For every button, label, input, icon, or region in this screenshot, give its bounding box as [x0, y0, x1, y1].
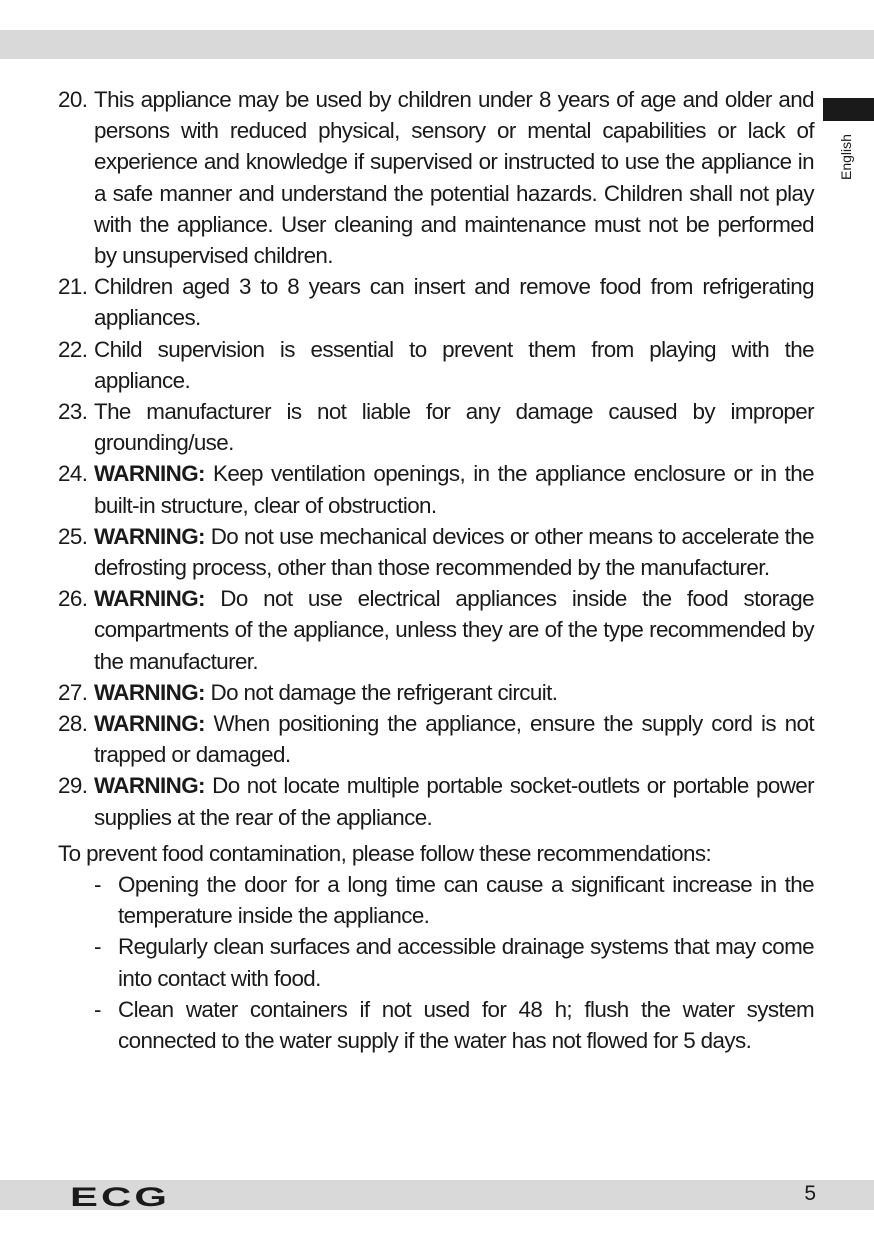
recommendation-text: Opening the door for a long time can cause a significant increase in the temperature inside the appliance. — [118, 872, 814, 929]
item-number: 22. — [58, 336, 88, 362]
recommendation-item — [94, 931, 814, 993]
instruction-item-21 — [58, 271, 814, 333]
recommendation-list — [58, 869, 814, 1056]
instruction-item-29 — [58, 770, 814, 832]
item-number: 26. — [58, 586, 88, 612]
page-number: 5 — [804, 1182, 816, 1205]
item-text: The manufacturer is not liable for any damage caused by improper grounding/use. — [94, 399, 814, 456]
item-number: 21. — [58, 274, 88, 300]
contamination-intro: To prevent food contamination, please follow these recommendations: — [58, 840, 712, 866]
warning-label: WARNING: — [94, 586, 205, 612]
item-number: 25. — [58, 523, 88, 549]
language-tab-label: English — [838, 134, 854, 180]
instruction-item-25 — [58, 521, 814, 583]
instruction-item-27 — [58, 677, 814, 708]
item-number: 27. — [58, 679, 88, 705]
item-number: 23. — [58, 399, 88, 425]
item-text: Do not use mechanical devices or other means to accelerate the defrosting process, other than those recommended by the manufacturer. — [94, 523, 814, 581]
item-text: Do not damage the refrigerant circuit. — [210, 679, 558, 705]
instruction-item-26 — [58, 583, 814, 677]
instruction-list — [58, 84, 814, 833]
instruction-item-22 — [58, 334, 814, 396]
recommendation-text: Regularly clean surfaces and accessible drainage systems that may come into contact with food. — [118, 934, 814, 991]
recommendation-text: Clean water containers if not used for 48 h; flush the water system connected to the water supply if the water has not flowed for 5 days. — [118, 996, 814, 1054]
warning-label: WARNING: — [94, 523, 205, 549]
instruction-item-24 — [58, 458, 814, 520]
item-text: Children aged 3 to 8 years can insert and remove food from refrigerating appliances. — [94, 274, 814, 331]
item-text: This appliance may be used by children under 8 years of age and older and persons with reduced physical, sensory or mental capabilities or lack of experience and knowledge if supervised or instructed to use the appliance in a safe manner and understand the potential hazards. Children shall not play with the appliance. User cleaning and maintenance must not be performed by unsupervised children. — [94, 87, 814, 269]
language-tab-marker — [823, 98, 874, 121]
dash-bullet: - — [94, 996, 101, 1022]
warning-label: WARNING: — [94, 773, 205, 799]
item-number: 28. — [58, 711, 88, 737]
item-text: Keep ventilation openings, in the appliance enclosure or in the built-in structure, clear of obstruction. — [94, 461, 814, 518]
warning-label: WARNING: — [94, 711, 205, 737]
item-number: 20. — [58, 87, 88, 112]
dash-bullet: - — [94, 934, 101, 960]
item-text: Do not locate multiple portable socket-outlets or portable power supplies at the rear of the appliance. — [94, 773, 814, 830]
item-text: Do not use electrical appliances inside the food storage compartments of the appliance, unless they are of the type recommended by the manufacturer. — [94, 586, 814, 674]
instruction-item-28 — [58, 708, 814, 770]
warning-label: WARNING: — [94, 461, 205, 487]
header-bar — [0, 30, 874, 59]
item-text: When positioning the appliance, ensure the supply cord is not trapped or damaged. — [94, 711, 814, 768]
warning-label: WARNING: — [94, 679, 205, 705]
ecg-logo: ECG — [70, 1182, 170, 1212]
item-text: Child supervision is essential to prevent them from playing with the appliance. — [94, 336, 814, 393]
instruction-item-20 — [58, 84, 814, 271]
safety-instructions — [58, 84, 814, 1056]
item-number: 24. — [58, 461, 88, 487]
item-number: 29. — [58, 773, 88, 799]
recommendation-item — [94, 994, 814, 1056]
recommendation-item — [94, 869, 814, 931]
dash-bullet: - — [94, 872, 101, 898]
instruction-item-23 — [58, 396, 814, 458]
